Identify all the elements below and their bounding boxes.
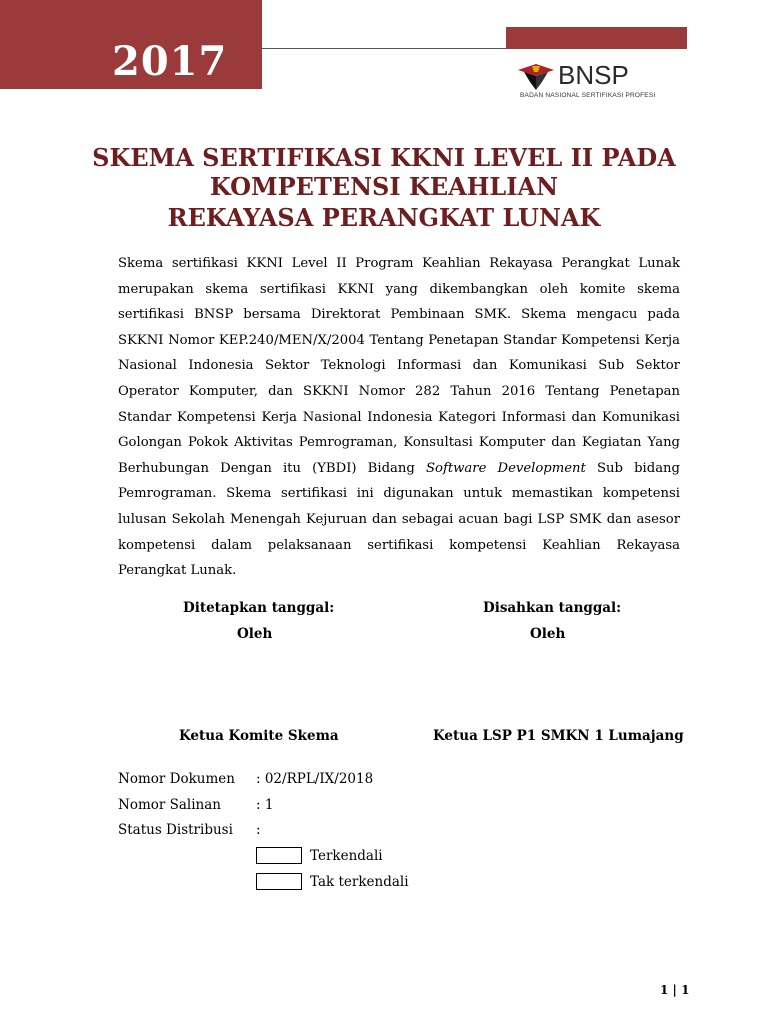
bnsp-emblem-icon (516, 60, 556, 92)
scheme-description (118, 251, 680, 584)
right-by-label: Oleh (530, 626, 566, 642)
copy-number-value: : 1 (256, 797, 274, 813)
copy-number-label: Nomor Salinan (118, 797, 221, 813)
distribution-status-value: : (256, 822, 261, 838)
logo-subtitle: BADAN NASIONAL SERTIFIKASI PROFESI (520, 92, 656, 99)
doc-number-value: : 02/RPL/IX/2018 (256, 771, 374, 787)
left-by-label: Oleh (237, 626, 273, 642)
uncontrolled-option-label: Tak terkendali (310, 874, 409, 890)
left-date-label: Ditetapkan tanggal: (183, 600, 335, 616)
description-italic-term: Software Development (425, 460, 586, 476)
controlled-checkbox[interactable] (256, 847, 302, 864)
document-title-line-3: REKAYASA PERANGKAT LUNAK (167, 203, 601, 232)
description-part-1: Skema sertifikasi KKNI Level II Program Keahlian Rekayasa Perangkat Lunak merupakan skema sertifikasi KKNI yang dikembangkan oleh komite skema sertifikasi BNSP bersama Direktorat Pembinaan SMK. Skema mengacu pada SKKNI Nomor KEP.240/MEN/X/2004 Tentang Penetapan Standar Kompetensi Kerja Nasional Indonesia Sektor Teknologi Informasi dan Komunikasi Sub Sektor Operator Komputer, dan SKKNI Nomor 282 Tahun 2016 Tentang Penetapan Standar Kompetensi Kerja Nasional Indonesia Kategori Informasi dan Komunikasi Golongan Pokok Aktivitas Pemrograman, Konsultasi Komputer dan Kegiatan Yang Berhubungan Dengan itu (YBDI) Bidang (118, 256, 680, 476)
header-accent-bar (506, 27, 687, 49)
year-label: 2017 (112, 38, 228, 85)
document-title-line-1: SKEMA SERTIFIKASI KKNI LEVEL II PADA (92, 143, 676, 172)
page-number: 1 | 1 (660, 983, 690, 997)
bnsp-logo (516, 60, 666, 104)
doc-number-label: Nomor Dokumen (118, 771, 235, 787)
document-title-line-2: KOMPETENSI KEAHLIAN (209, 172, 559, 201)
distribution-status-label: Status Distribusi (118, 822, 233, 838)
left-role-label: Ketua Komite Skema (179, 728, 339, 744)
description-part-2: Sub bidang Pemrograman. Skema sertifikasi ini digunakan untuk memastikan kompetensi lulusan Sekolah Menengah Kejuruan dan sebagai acuan bagi LSP SMK dan asesor kompetensi dalam pelaksanaan sertifikasi kompetensi Keahlian Rekayasa Perangkat Lunak. (118, 460, 680, 579)
controlled-option-label: Terkendali (310, 848, 383, 864)
right-role-label: Ketua LSP P1 SMKN 1 Lumajang (433, 728, 684, 744)
uncontrolled-checkbox[interactable] (256, 873, 302, 890)
right-date-label: Disahkan tanggal: (483, 600, 622, 616)
logo-wordmark: BNSP (558, 60, 629, 90)
